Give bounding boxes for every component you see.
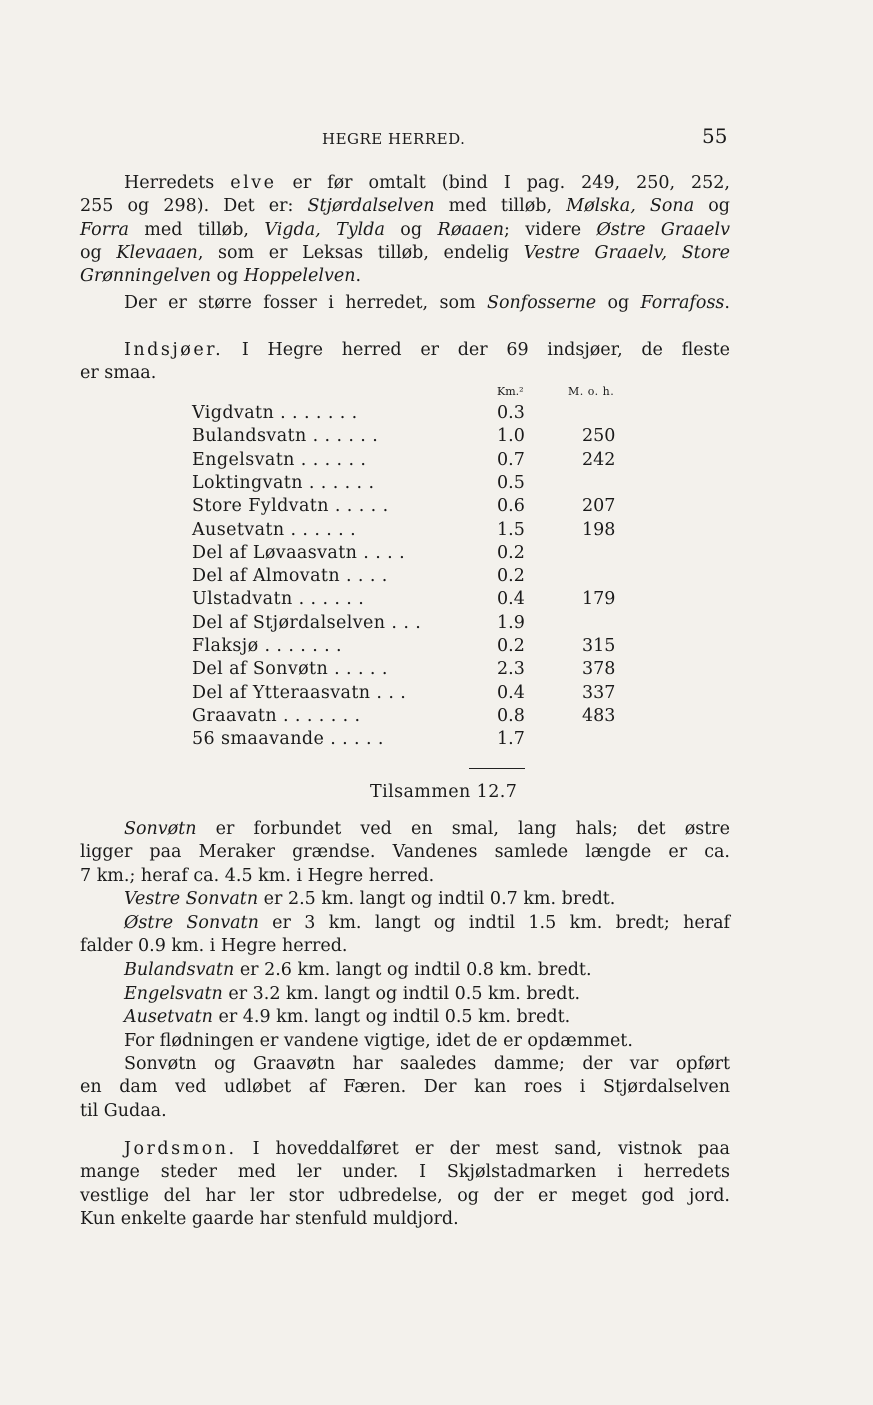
lake-label	[192, 426, 378, 446]
lake-elevation: 207	[582, 496, 616, 517]
text-line: ligger paa Meraker grændse. Vandenes samlede længde er ca.	[80, 842, 730, 863]
lake-label	[192, 496, 389, 516]
lake-area-km2: 0.2	[497, 542, 525, 563]
lake-label	[192, 520, 356, 540]
leader-dots: . . . . .	[328, 659, 388, 680]
lake-label	[192, 636, 342, 656]
text-line: 255 og 298). Det er: Stjørdalselven med tilløb, Mølska, Sona og	[80, 196, 730, 217]
leader-dots: . . . . . .	[292, 589, 365, 610]
lake-name: Del af Stjørdalselven	[192, 612, 386, 633]
lake-elevation: 242	[582, 449, 616, 470]
text-line: For flødningen er vandene vigtige, idet de er opdæmmet.	[124, 1031, 633, 1051]
lakes-intro-paragraph	[80, 339, 730, 386]
total-label: Tilsammen	[370, 782, 471, 802]
lake-label	[192, 566, 388, 586]
lake-elevation: 179	[582, 589, 616, 610]
lake-elevation: 483	[582, 705, 616, 726]
text-line: Vestre Sonvatn er 2.5 km. langt og indtil 0.7 km. bredt.	[124, 889, 616, 909]
lake-label	[192, 450, 366, 470]
text-line: Ausetvatn er 4.9 km. langt og indtil 0.5 km. bredt.	[124, 1007, 571, 1027]
lake-elevation: 337	[582, 682, 616, 703]
text-line: Østre Sonvatn er 3 km. langt og indtil 1.5 km. bredt; heraf	[124, 913, 730, 933]
lake-area-km2: 1.7	[497, 729, 525, 750]
column-header-km2: Km.²	[497, 385, 524, 398]
jordsmon-paragraph	[80, 1138, 730, 1231]
leader-dots: . . . . . .	[284, 519, 357, 540]
leader-dots: . . . . .	[328, 496, 389, 517]
leader-dots: . . .	[385, 612, 422, 633]
text-line: Sonvøtn er forbundet ved en smal, lang hals; det østre	[124, 819, 730, 839]
leader-dots: . . . . . . .	[258, 636, 343, 656]
lake-name: Del af Almovatn	[192, 566, 341, 587]
sonvotn-paragraph	[80, 818, 730, 888]
text-line: mange steder med ler under. I Skjølstadmarken i herredets	[80, 1162, 730, 1183]
lake-elevation: 250	[582, 426, 616, 447]
column-header-elevation: M. o. h.	[568, 385, 615, 398]
lake-label	[192, 659, 388, 679]
lake-name: Loktingvatn	[192, 472, 303, 493]
lake-area-km2: 0.2	[497, 636, 525, 656]
lake-name: Graavatn	[192, 705, 278, 726]
lake-label	[192, 403, 358, 423]
lake-area-km2: 0.3	[497, 403, 525, 423]
ausetvatn-paragraph	[80, 1006, 730, 1029]
lake-name: Vigdvatn	[192, 403, 275, 423]
text-line: en dam ved udløbet af Færen. Der kan roes i Stjørdalselven	[80, 1077, 730, 1098]
lake-name: Del af Ytteraasvatn	[192, 682, 371, 703]
leader-dots: . . . . . .	[294, 449, 367, 470]
page-number: 55	[702, 124, 728, 148]
lake-name: Del af Sonvøtn	[192, 659, 329, 680]
lake-name: Del af Løvaasvatn	[192, 542, 358, 563]
leader-dots: . . . . . . .	[277, 705, 361, 726]
waterfalls-paragraph	[80, 292, 730, 315]
text-line: Kun enkelte gaarde har stenfuld muldjord.	[80, 1208, 459, 1229]
lake-name: Bulandsvatn	[192, 426, 307, 447]
lake-elevation: 315	[582, 636, 616, 656]
text-line: Indsjøer. I Hegre herred er der 69 indsjøer, de fleste	[124, 340, 730, 360]
lake-name: Flaksjø	[192, 636, 259, 656]
vestre-sonvatn-paragraph	[80, 888, 730, 911]
text-line: Herredets elve er før omtalt (bind I pag. 249, 250, 252,	[124, 173, 730, 193]
lake-area-km2: 0.6	[497, 496, 525, 517]
text-line: vestlige del har ler stor udbredelse, og der er meget god jord.	[80, 1185, 730, 1206]
text-line: Der er større fosser i herredet, som Sonfosserne og Forrafoss.	[124, 293, 730, 313]
lake-label	[192, 589, 364, 609]
lake-area-km2: 1.0	[497, 426, 525, 447]
rivers-paragraph	[80, 172, 730, 288]
text-line: Grønningelven og Hoppelelven.	[80, 266, 362, 287]
section-heading: Indsjøer.	[124, 340, 224, 360]
lake-label	[192, 613, 421, 633]
leader-dots: . . . .	[357, 542, 406, 563]
engelsvatn-paragraph	[80, 983, 730, 1006]
lake-name: Ulstadvatn	[192, 589, 293, 610]
lake-area-km2: 2.3	[497, 659, 525, 680]
lake-area-km2: 0.2	[497, 566, 525, 587]
section-heading: Jordsmon.	[124, 1139, 237, 1159]
lake-area-km2: 0.4	[497, 589, 525, 610]
lake-label	[192, 473, 374, 493]
leader-dots: . . . . . .	[306, 426, 379, 447]
damme-paragraph	[80, 1053, 730, 1123]
lake-label	[192, 683, 406, 703]
lake-area-km2: 0.7	[497, 449, 525, 470]
lake-area-km2: 1.5	[497, 519, 525, 540]
lake-elevation: 378	[582, 659, 616, 680]
text-line: er smaa.	[80, 363, 157, 384]
lake-area-km2: 1.9	[497, 612, 525, 633]
text-line: Jordsmon. I hoveddalføret er der mest sand, vistnok paa	[124, 1139, 730, 1159]
running-header: HEGRE HERRED.	[322, 130, 466, 148]
lake-name: Ausetvatn	[192, 519, 285, 540]
leader-dots: . . . . .	[324, 729, 384, 750]
total-value: 12.7	[476, 782, 518, 802]
leader-dots: . . .	[370, 682, 407, 703]
lake-label	[192, 729, 384, 749]
text-line: 7 km.; heraf ca. 4.5 km. i Hegre herred.	[80, 865, 435, 886]
ostre-sonvatn-paragraph	[80, 912, 730, 959]
sum-rule	[469, 768, 525, 769]
lake-name: Engelsvatn	[192, 449, 295, 470]
text-line: til Gudaa.	[80, 1100, 167, 1121]
text-line: Forra med tilløb, Vigda, Tylda og Røaaen; videre Østre Graaelv	[80, 219, 730, 240]
text-line: Sonvøtn og Graavøtn har saaledes damme; der var opført	[124, 1054, 730, 1074]
lake-name: 56 smaavande	[192, 729, 325, 750]
bulandsvatn-paragraph	[80, 959, 730, 982]
lake-area-km2: 0.5	[497, 472, 525, 493]
lake-area-km2: 0.4	[497, 682, 525, 703]
text-line: Engelsvatn er 3.2 km. langt og indtil 0.5 km. bredt.	[124, 984, 581, 1004]
lake-label	[192, 706, 361, 726]
leader-dots: . . . .	[340, 566, 388, 587]
lake-elevation: 198	[582, 519, 616, 540]
lake-label	[192, 543, 405, 563]
lake-area-km2: 0.8	[497, 705, 525, 726]
lake-name: Store Fyldvatn	[192, 496, 329, 517]
text-line: Bulandsvatn er 2.6 km. langt og indtil 0.8 km. bredt.	[124, 960, 592, 980]
total-row	[370, 782, 517, 802]
text-line: og Klevaaen, som er Leksas tilløb, endelig Vestre Graaelv, Store	[80, 242, 730, 263]
flodning-paragraph	[80, 1030, 730, 1053]
text-line: falder 0.9 km. i Hegre herred.	[80, 936, 348, 957]
leader-dots: . . . . . .	[302, 472, 375, 493]
leader-dots: . . . . . . .	[274, 403, 358, 423]
